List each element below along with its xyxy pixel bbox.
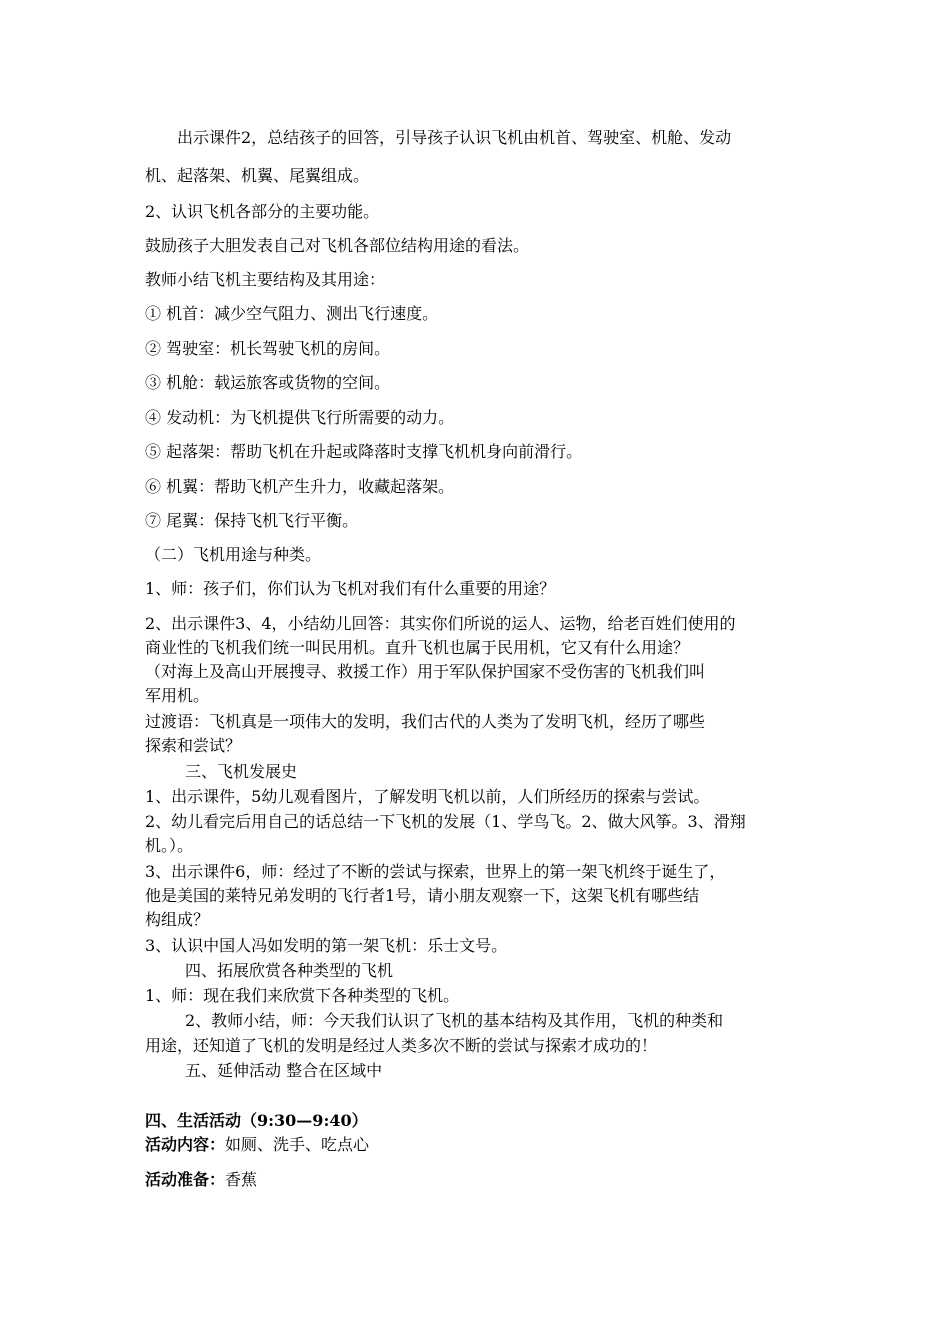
paragraph-courseware-34-line4: 军用机。 xyxy=(145,686,210,705)
section-heading-appreciate: 四、拓展欣赏各种类型的飞机 xyxy=(185,961,394,980)
list-item-engine: ④ 发动机：为飞机提供飞行所需要的动力。 xyxy=(145,408,455,427)
paragraph-teacher-summary: 教师小结飞机主要结构及其用途： xyxy=(145,270,386,289)
paragraph-courseware-2-line1: 出示课件2，总结孩子的回答，引导孩子认识飞机由机首、驾驶室、机舱、发动 xyxy=(177,128,732,147)
paragraph-history-2-line1: 2、幼儿看完后用自己的话总结一下飞机的发展（1、学鸟飞。2、做大风筝。3、滑翔 xyxy=(145,812,746,831)
section-heading-uses-types: （二）飞机用途与种类。 xyxy=(145,545,322,564)
activity-prep-label: 活动准备： xyxy=(145,1170,226,1189)
activity-content-label: 活动内容： xyxy=(145,1135,226,1154)
activity-content-line xyxy=(145,1135,815,1155)
paragraph-appreciate-2-line1: 2、教师小结，师：今天我们认识了飞机的基本结构及其作用，飞机的种类和 xyxy=(185,1011,724,1030)
activity-prep-line xyxy=(145,1170,815,1190)
paragraph-functions: 2、认识飞机各部分的主要功能。 xyxy=(145,202,380,221)
paragraph-courseware-2-line2: 机、起落架、机翼、尾翼组成。 xyxy=(145,166,370,185)
paragraph-history-3-line2: 他是美国的莱特兄弟发明的飞行者1号，请小朋友观察一下，这架飞机有哪些结 xyxy=(145,886,700,905)
paragraph-history-2-line2: 机。）。 xyxy=(145,836,194,855)
paragraph-appreciate-1: 1、师：现在我们来欣赏下各种类型的飞机。 xyxy=(145,986,460,1005)
paragraph-history-3-line3: 构组成？ xyxy=(145,910,210,929)
list-item-tail: ⑦ 尾翼：保持飞机飞行平衡。 xyxy=(145,511,359,530)
section-heading-extension: 五、延伸活动 整合在区域中 xyxy=(185,1061,383,1080)
paragraph-courseware-34-line1: 2、出示课件3、4，小结幼儿回答：其实你们所说的运人、运物，给老百姓们使用的 xyxy=(145,614,736,633)
list-item-cockpit: ② 驾驶室：机长驾驶飞机的房间。 xyxy=(145,339,391,358)
section-heading-life-activity: 四、生活活动（9:30—9:40） xyxy=(145,1111,368,1130)
paragraph-transition-line1: 过渡语：飞机真是一项伟大的发明，我们古代的人类为了发明飞机，经历了哪些 xyxy=(145,712,706,731)
list-item-wing: ⑥ 机翼：帮助飞机产生升力，收藏起落架。 xyxy=(145,477,455,496)
paragraph-appreciate-2-line2: 用途，还知道了飞机的发明是经过人类多次不断的尝试与探索才成功的！ xyxy=(145,1036,658,1055)
list-item-landing-gear: ⑤ 起落架：帮助飞机在升起或降落时支撑飞机机身向前滑行。 xyxy=(145,442,583,461)
paragraph-encourage: 鼓励孩子大胆发表自己对飞机各部位结构用途的看法。 xyxy=(145,236,530,255)
list-item-cabin: ③ 机舱：载运旅客或货物的空间。 xyxy=(145,373,391,392)
paragraph-history-4: 3、认识中国人冯如发明的第一架飞机：乐士文号。 xyxy=(145,936,508,955)
section-heading-history: 三、飞机发展史 xyxy=(185,762,298,781)
list-item-nose: ① 机首：减少空气阻力、测出飞行速度。 xyxy=(145,304,439,323)
paragraph-history-1: 1、出示课件，5幼儿观看图片，了解发明飞机以前，人们所经历的探索与尝试。 xyxy=(145,787,710,806)
activity-content-value: 如厕、洗手、吃点心 xyxy=(225,1135,370,1154)
paragraph-question-uses: 1、师：孩子们，你们认为飞机对我们有什么重要的用途？ xyxy=(145,579,556,598)
activity-prep-value: 香蕉 xyxy=(225,1170,258,1189)
paragraph-history-3-line1: 3、出示课件6，师：经过了不断的尝试与探索，世界上的第一架飞机终于诞生了， xyxy=(145,862,726,881)
paragraph-courseware-34-line2: 商业性的飞机我们统一叫民用机。直升飞机也属于民用机，它又有什么用途？ xyxy=(145,638,690,657)
paragraph-transition-line2: 探索和尝试？ xyxy=(145,736,242,755)
paragraph-courseware-34-line3: （对海上及高山开展搜寻、救援工作）用于军队保护国家不受伤害的飞机我们叫 xyxy=(145,662,706,681)
